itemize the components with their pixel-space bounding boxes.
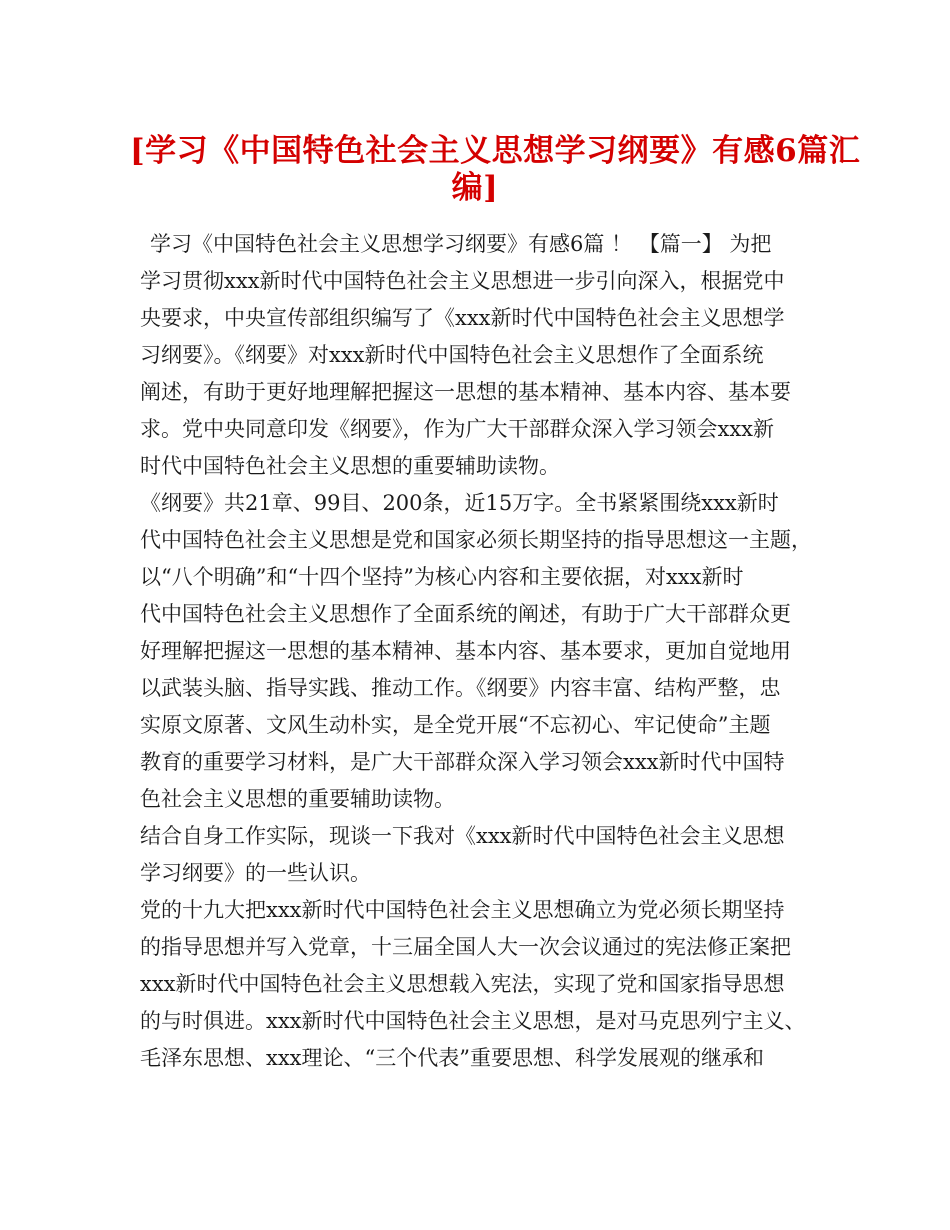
body-line: 党的十九大把xxx新时代中国特色社会主义思想确立为党必须长期坚持	[140, 898, 785, 922]
body-line: 学习纲要》的一些认识。	[140, 861, 371, 885]
body-line: 教育的重要学习材料，是广大干部群众深入学习领会xxx新时代中国特	[140, 750, 785, 774]
body-line: 以“八个明确”和“十四个坚持”为核心内容和主要依据，对xxx新时	[140, 565, 744, 589]
body-line: 的与时俱进。xxx新时代中国特色社会主义思想，是对马克思列宁主义、	[140, 1009, 806, 1033]
body-line: 习纲要》。《纲要》对xxx新时代中国特色社会主义思想作了全面系统	[140, 343, 764, 367]
body-line: 代中国特色社会主义思想作了全面系统的阐述，有助于广大干部群众更	[140, 602, 791, 626]
body-line: 《纲要》共21章、99目、200条，近15万字。全书紧紧围绕xxx新时	[140, 491, 779, 515]
body-line: 色社会主义思想的重要辅助读物。	[140, 787, 455, 811]
body-line: 央要求，中央宣传部组织编写了《xxx新时代中国特色社会主义思想学	[140, 306, 785, 330]
body-line: 学习《中国特色社会主义思想学习纲要》有感6篇 ！ 【篇一】 为把	[150, 232, 772, 256]
body-line: 时代中国特色社会主义思想的重要辅助读物。	[140, 454, 560, 478]
title-line-1: [学习《中国特色社会主义思想学习纲要》有感6篇汇	[130, 133, 861, 169]
document-body	[140, 226, 820, 1077]
body-line: xxx新时代中国特色社会主义思想载入宪法，实现了党和国家指导思想	[140, 972, 785, 996]
body-line: 阐述，有助于更好地理解把握这一思想的基本精神、基本内容、基本要	[140, 380, 791, 404]
body-line: 的指导思想并写入党章，十三届全国人大一次会议通过的宪法修正案把	[140, 935, 791, 959]
body-line: 以武装头脑、指导实践、推动工作。《纲要》内容丰富、结构严整，忠	[140, 676, 781, 700]
body-line: 结合自身工作实际，现谈一下我对《xxx新时代中国特色社会主义思想	[140, 824, 785, 848]
body-line: 好理解把握这一思想的基本精神、基本内容、基本要求，更加自觉地用	[140, 639, 791, 663]
body-line: 求。党中央同意印发《纲要》，作为广大干部群众深入学习领会xxx新	[140, 417, 775, 441]
body-line: 学习贯彻xxx新时代中国特色社会主义思想进一步引向深入，根据党中	[140, 269, 785, 293]
title-line-2: 编]	[451, 170, 499, 206]
document-title	[130, 126, 861, 206]
body-line: 实原文原著、文风生动朴实，是全党开展“不忘初心、牢记使命”主题	[140, 713, 771, 737]
body-line: 代中国特色社会主义思想是党和国家必须长期坚持的指导思想这一主题，	[140, 528, 812, 552]
body-line: 毛泽东思想、xxx理论、“三个代表”重要思想、科学发展观的继承和	[140, 1046, 764, 1070]
